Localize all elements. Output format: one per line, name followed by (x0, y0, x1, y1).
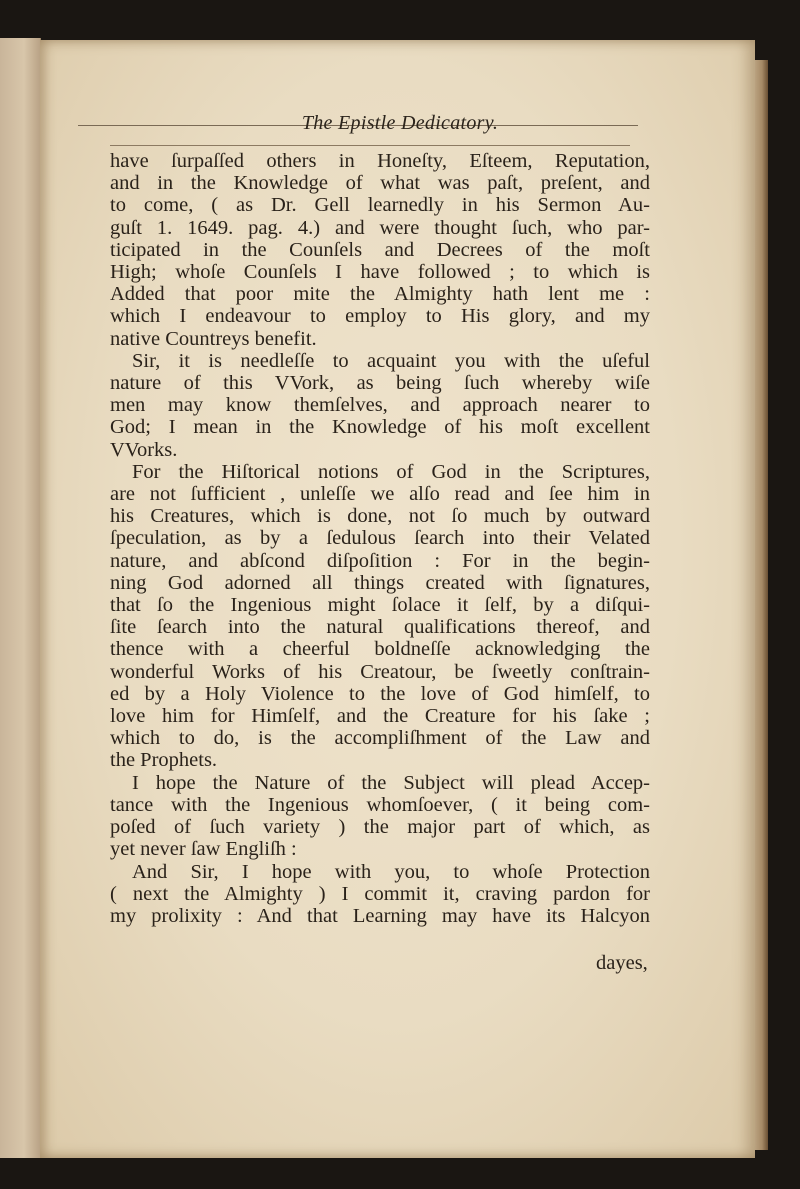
text-line: ed by a Holy Violence to the love of God himſelf, to (110, 682, 650, 705)
text-line: nature, and abſcond diſpoſition : For in the begin- (110, 549, 650, 572)
text-line: that ſo the Ingenious might ſolace it ſelf, by a diſqui- (110, 594, 650, 617)
text-line: which I endeavour to employ to His glory, and my (110, 305, 650, 328)
text-line: wonderful Works of his Creatour, be ſweetly conſtrain- (110, 660, 650, 683)
text-line: which to do, is the accompliſhment of the Law and (110, 727, 650, 750)
text-line: I hope the Nature of the Subject will plead Accep- (132, 771, 650, 794)
text-line: God; I mean in the Knowledge of his moſt excellent (110, 416, 650, 439)
text-line: And Sir, I hope with you, to whoſe Protection (132, 860, 650, 883)
text-line: yet never ſaw Engliſh : (110, 838, 297, 861)
text-line: men may know themſelves, and approach nearer to (110, 394, 650, 417)
text-line: ning God adorned all things created with ſignatures, (110, 571, 650, 594)
text-line: to come, ( as Dr. Gell learnedly in his Sermon Au- (110, 194, 650, 217)
text-line: nature of this VVork, as being ſuch whereby wiſe (110, 372, 650, 395)
text-line: poſed of ſuch variety ) the major part of which, as (110, 816, 650, 839)
previous-page-edge (0, 38, 41, 1158)
text-line: tance with the Ingenious whomſoever, ( it being com- (110, 793, 650, 816)
text-line: For the Hiſtorical notions of God in the Scriptures, (132, 460, 650, 483)
text-line: Sir, it is needleſſe to acquaint you with the uſeful (132, 349, 650, 372)
text-line: my prolixity : And that Learning may have its Halcyon (110, 904, 650, 927)
catchword: dayes, (596, 952, 648, 974)
running-head: The Epistle Dedicatory. (301, 112, 499, 134)
text-line: ( next the Almighty ) I commit it, craving pardon for (110, 882, 650, 905)
header-underline (110, 145, 630, 146)
text-line: ſpeculation, as by a ſedulous ſearch into their Velated (110, 527, 650, 550)
text-line: thence with a cheerful boldneſſe acknowledging the (110, 638, 650, 661)
text-line: have ſurpaſſed others in Honeſty, Eſteem, Reputation, (110, 150, 650, 172)
text-line: guſt 1. 1649. pag. 4.) and were thought ſuch, who par- (110, 216, 650, 239)
text-line: Added that poor mite the Almighty hath lent me : (110, 283, 650, 306)
text-line: his Creatures, which is done, not ſo much by outward (110, 505, 650, 528)
body-text (110, 150, 650, 927)
text-line: and in the Knowledge of what was paſt, preſent, and (110, 172, 650, 195)
text-line: the Prophets. (110, 749, 218, 772)
text-line: VVorks. (110, 438, 178, 461)
text-line: ſite ſearch into the natural qualifications thereof, and (110, 616, 650, 639)
text-line: High; whoſe Counſels I have followed ; to which is (110, 261, 650, 284)
text-line: native Countreys benefit. (110, 327, 317, 350)
text-line: love him for Himſelf, and the Creature for his ſake ; (110, 705, 650, 728)
text-line: ticipated in the Counſels and Decrees of the moſt (110, 238, 650, 261)
text-line: are not ſufficient , unleſſe we alſo read and ſee him in (110, 483, 650, 506)
